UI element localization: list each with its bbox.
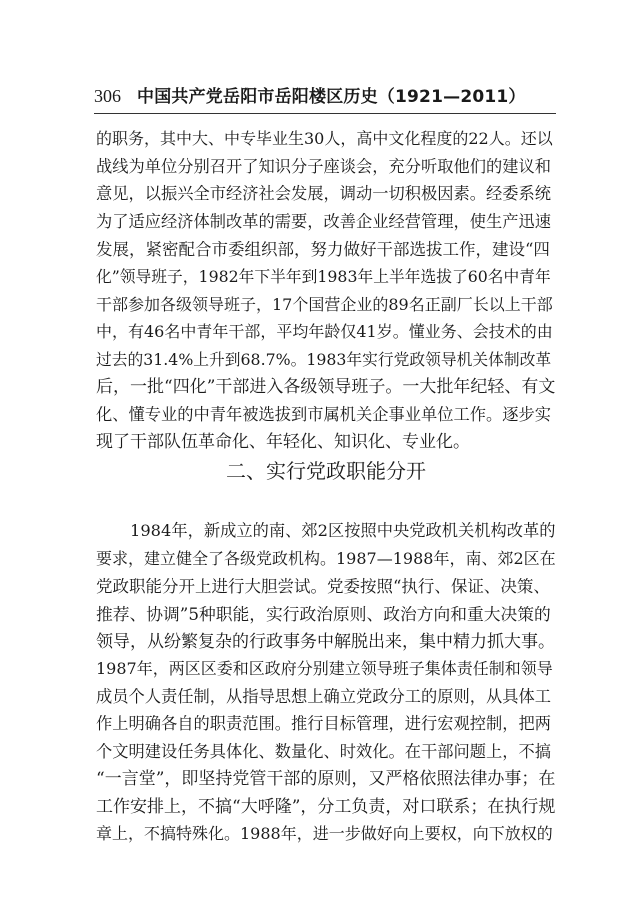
text-line: “一言堂”，即坚持党管干部的原则，又严格依照法律办事；在: [96, 769, 556, 789]
header-rule: [94, 113, 556, 114]
text-line: 中，有46名中青年干部，平均年龄仅41岁。懂业务、会技术的由: [96, 322, 553, 341]
running-head: [94, 84, 554, 108]
section-heading: 二、实行党政职能分开: [226, 459, 426, 483]
text-line: 为了适应经济体制改革的需要，改善企业经营管理，使生产迅速: [96, 212, 551, 231]
text-line: 战线为单位分别召开了知识分子座谈会，充分听取他们的建议和: [96, 157, 551, 176]
book-title: 中国共产党岳阳市岳阳楼区历史（1921—2011）: [137, 87, 526, 107]
text-line: 推荐、协调”5种职能，实行政治原则、政治方向和重大决策的: [96, 604, 551, 624]
text-line: 1984年，新成立的南、郊2区按照中央党政机关机构改革的: [130, 521, 556, 540]
text-line: 后，一批“四化”干部进入各级领导班子。一大批年纪轻、有文: [96, 377, 556, 397]
text-line: 成员个人责任制，从指导思想上确立党政分工的原则，从具体工: [96, 687, 551, 706]
text-line: 党政职能分开上进行大胆尝试。党委按照“执行、保证、决策、: [96, 577, 550, 596]
page-number: 306: [94, 86, 121, 106]
text-line: 发展，紧密配合市委组织部，努力做好干部选拔工作，建设“四: [96, 240, 550, 259]
text-line: 1987年，两区区委和区政府分别建立领导班子集体责任制和领导: [96, 659, 553, 678]
text-line: 工作安排上，不搞“大呼隆”，分工负责，对口联系；在执行规: [96, 797, 556, 817]
text-line: 作上明确各自的职责范围。推行目标管理，进行宏观控制，把两: [96, 714, 551, 733]
text-line: 过去的31.4%上升到68.7%。1983年实行党政领导机关体制改革: [96, 350, 552, 369]
text-line: 意见，以振兴全市经济社会发展，调动一切积极因素。经委系统: [96, 184, 551, 203]
text-line: 化”领导班子，1982年下半年到1983年上半年选拔了60名中青年: [96, 267, 551, 286]
text-line: 领导，从纷繁复杂的行政事务中解脱出来，集中精力抓大事。: [96, 632, 555, 652]
text-line: 现了干部队伍革命化、年轻化、知识化、专业化。: [96, 432, 470, 452]
text-line: 干部参加各级领导班子，17个国营企业的89名正副厂长以上干部: [96, 295, 553, 314]
text-line: 化、懂专业的中青年被选拔到市属机关企事业单位工作。逐步实: [96, 405, 551, 424]
text-line: 章上，不搞特殊化。1988年，进一步做好向上要权，向下放权的: [96, 824, 553, 843]
text-line: 的职务，其中大、中专毕业生30人，高中文化程度的22人。还以: [96, 129, 553, 148]
text-line: 要求，建立健全了各级党政机构。1987—1988年，南、郊2区在: [96, 549, 556, 568]
text-line: 个文明建设任务具体化、数量化、时效化。在干部问题上，不搞: [96, 742, 551, 761]
